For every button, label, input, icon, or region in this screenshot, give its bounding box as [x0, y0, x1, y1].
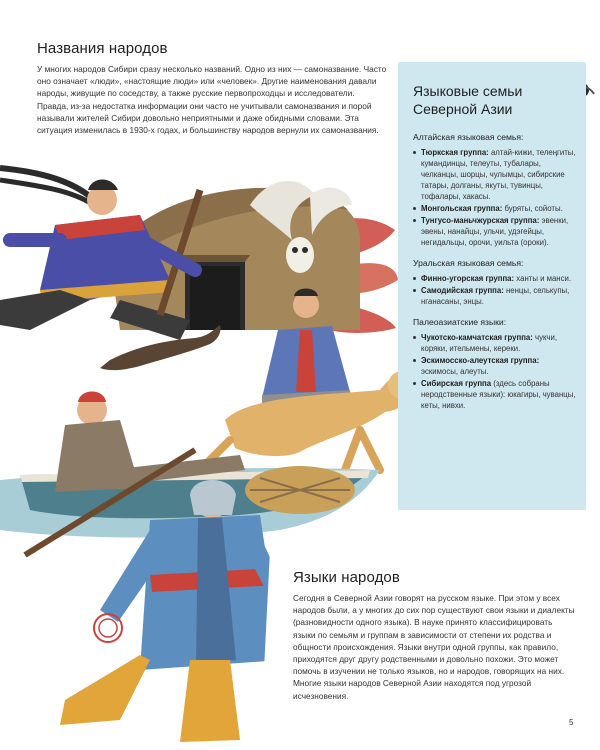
group-name: Монгольская группа:	[421, 204, 503, 213]
group-members: эвенки, эвены, нанайцы, ульчи, удэгейцы, негидальцы, орочи, уильта (ороки).	[421, 216, 569, 247]
language-families-sidebar	[398, 62, 586, 510]
group-list	[413, 273, 578, 307]
languages-section	[293, 569, 575, 702]
sidebar-title-line1: Языковые семьи	[413, 83, 523, 99]
group-list	[413, 332, 578, 411]
group-name: Тюркская группа:	[421, 148, 489, 157]
page-number: 5	[569, 718, 574, 727]
group-members: ханты и манси.	[516, 274, 572, 283]
intro-title: Названия народов	[37, 40, 168, 57]
group-item	[413, 215, 578, 248]
sidebar-title-line2: Северной Азии	[413, 101, 513, 117]
group-item	[413, 355, 578, 377]
group-name: Сибирская группа	[421, 379, 492, 388]
group-item	[413, 332, 578, 354]
family-name: Алтайская языковая семья:	[413, 132, 524, 142]
intro-section	[37, 40, 387, 136]
family-name: Уральская языковая семья:	[413, 258, 524, 268]
languages-title: Языки народов	[293, 569, 400, 586]
group-members: чукчи, коряки, ительмены, кереки.	[421, 333, 558, 353]
group-item	[413, 285, 578, 307]
group-members: (здесь собраны неродственные языки): юкагиры, чуванцы, кеты, нивхи.	[421, 379, 576, 410]
family-name: Палеоазиатские языки:	[413, 317, 507, 327]
group-item	[413, 203, 578, 214]
sidebar-title	[413, 82, 578, 118]
languages-text: Сегодня в Северной Азии говорят на русском языке. При этом у всех народов были, а у многих до сих пор существуют свои языки и диалекты (разновидности одного языка). В науке принято классифицировать языки по семьям и группам в зависимости от степени их родства и общности происхождения. Языки внутри одной группы, как правило, приходятся друг другу родственными и довольно похожи. Это может помочь в изучении не только языков, но и народов, говорящих на них. Многие языки народов Северной Азии находятся под угрозой исчезновения.	[293, 593, 575, 701]
group-item	[413, 378, 578, 411]
fish-basket	[245, 466, 355, 514]
group-name: Чукотско-камчатская группа:	[421, 333, 533, 342]
group-name: Тунгусо-маньчжурская группа:	[421, 216, 540, 225]
group-members: эскимосы, алеуты.	[421, 367, 489, 376]
group-list	[413, 147, 578, 248]
group-members: ненцы, селькупы, нганасаны, энцы.	[421, 286, 570, 306]
group-members: буряты, сойоты.	[504, 204, 563, 213]
group-name: Самодийская группа:	[421, 286, 504, 295]
group-members: алтай-кижи, телеңгиты, кумандинцы, телеуты, тубалары, челканцы, шорцы, чулымцы, сибирские татары, долганы, якуты, тувинцы, тофалары, хакасы.	[421, 148, 576, 201]
group-item	[413, 273, 578, 284]
group-item	[413, 147, 578, 202]
intro-text: У многих народов Сибири сразу несколько названий. Одно из них — самоназвание. Часто оно означает «люди», «настоящие люди» или «человек». Другие наименования давали народы, живущие по соседству, а также русские первопроходцы и исследователи. Правда, из-за недостатка информации они часто не учитывали самоназвания и порой называли жителей Сибири довольно неприятными и даже обидными словами. Эта ситуация изменилась в 1930-х годах, и большинству народов вернули их самоназвания.	[37, 64, 387, 136]
group-name: Финно-угорская группа:	[421, 274, 515, 283]
group-name: Эскимосско-алеутская группа:	[421, 356, 540, 365]
